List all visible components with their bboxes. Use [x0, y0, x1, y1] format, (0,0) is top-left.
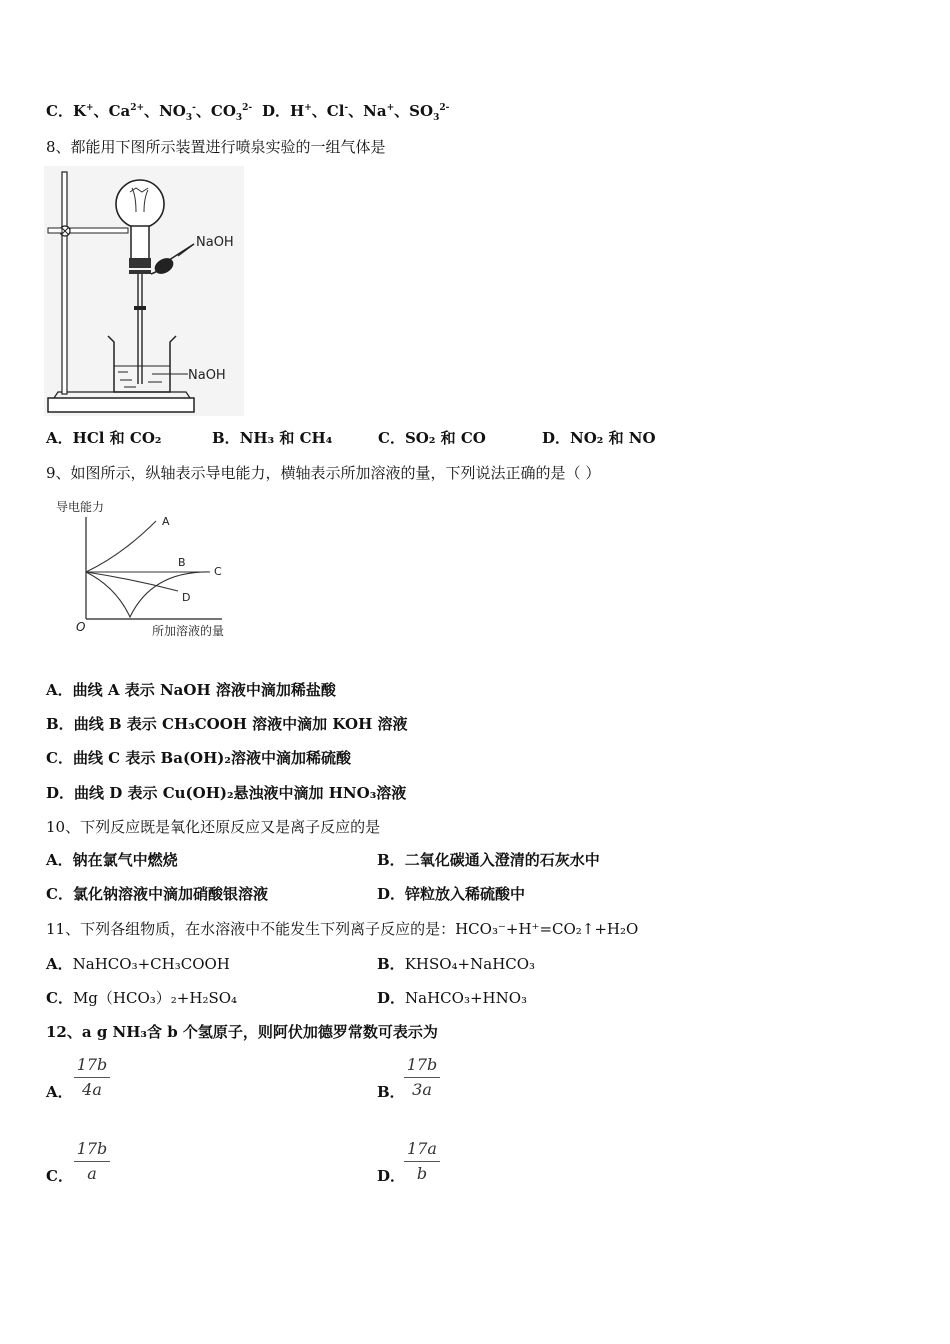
q7-d-ion: Na+	[363, 102, 395, 120]
q12-option-d-label: D．	[377, 1167, 406, 1185]
q11-option-a: A．NaHCO₃+CH₃COOH	[46, 955, 230, 973]
q7-c-ion: K+	[72, 102, 94, 120]
q7-option-c: C．K+、$Ca^{2+}$、$NO_3^-$、$CO_3^{2-}$	[46, 102, 253, 123]
q11-stem: 11、下列各组物质，在水溶液中不能发生下列离子反应的是：HCO₃⁻+H⁺=CO₂↑+H₂O	[46, 920, 639, 938]
q7-c-ion: $CO_3^{2-}$	[210, 102, 253, 123]
q9-option-a: A．曲线 A 表示 NaOH 溶液中滴加稀盐酸	[46, 681, 336, 699]
q12-option-a-fraction: 17b 4a	[74, 1054, 110, 1101]
q7-c-sep: 、	[93, 102, 109, 120]
q12-option-b-label: B．	[377, 1083, 405, 1101]
curve-a-label: A	[162, 515, 170, 528]
q12-option-b-fraction: 17b 3a	[404, 1054, 440, 1101]
beaker-naoh-label: NaOH	[188, 368, 226, 383]
q11-option-d: D．NaHCO₃+HNO₃	[377, 989, 528, 1007]
dropper-naoh-label: NaOH	[196, 235, 234, 250]
q8-option-a: A．HCl 和 CO₂	[46, 429, 162, 447]
q12-stem: 12、a g NH₃含 b 个氢原子，则阿伏加德罗常数可表示为	[46, 1023, 438, 1041]
q12-option-c-fraction: 17b a	[74, 1138, 110, 1185]
q8-option-d: D．NO₂ 和 NO	[542, 429, 656, 447]
q7-d-ion: $SO_3^{2-}$	[409, 102, 450, 123]
chart-origin: O	[76, 620, 86, 634]
q10-option-a: A．钠在氯气中燃烧	[46, 851, 178, 869]
q10-option-d: D．锌粒放入稀硫酸中	[377, 885, 526, 903]
q7-d-sep: 、	[348, 102, 364, 120]
q7-d-sep: 、	[394, 102, 410, 120]
curve-c-label: C	[214, 565, 222, 578]
q7-option-c-ions	[72, 102, 253, 123]
q7-c-sep: 、	[144, 102, 160, 120]
curve-c	[86, 572, 210, 617]
q10-option-b: B．二氧化碳通入澄清的石灰水中	[377, 851, 600, 869]
q8-stem: 8、都能用下图所示装置进行喷泉实验的一组气体是	[46, 138, 386, 156]
q7-c-ion: $Ca^{2+}$	[108, 102, 145, 120]
fountain-apparatus-figure	[44, 166, 244, 416]
q12-option-c-label: C．	[46, 1167, 73, 1185]
chart-ylabel: 导电能力	[56, 500, 105, 514]
q7-c-sep: 、	[195, 102, 211, 120]
q8-option-c: C．SO₂ 和 CO	[378, 429, 486, 447]
q10-stem: 10、下列反应既是氧化还原反应又是离子反应的是	[46, 818, 381, 836]
q7-d-ion: Cl-	[326, 102, 349, 120]
q11-option-c: C．Mg（HCO₃）₂+H₂SO₄	[46, 989, 238, 1007]
curve-b-label: B	[178, 556, 186, 569]
q11-option-b: B．KHSO₄+NaHCO₃	[377, 955, 536, 973]
q9-option-d: D．曲线 D 表示 Cu(OH)₂悬浊液中滴加 HNO₃溶液	[46, 784, 407, 802]
q9-stem: 9、如图所示，纵轴表示导电能力，横轴表示所加溶液的量，下列说法正确的是（ ）	[46, 464, 601, 482]
q7-option-d: D．H+、Cl-、Na+、$SO_3^{2-}$	[262, 102, 450, 123]
curve-d-label: D	[182, 591, 191, 604]
q12-option-d-fraction: 17a b	[404, 1138, 440, 1185]
q7-c-ion: $NO_3^-$	[159, 102, 196, 123]
q7-d-ion: H+	[290, 102, 312, 120]
q7-option-d-ions	[290, 102, 450, 123]
curve-a	[86, 521, 156, 572]
q10-option-c: C．氯化钠溶液中滴加硝酸银溶液	[46, 885, 268, 903]
q9-option-c: C．曲线 C 表示 Ba(OH)₂溶液中滴加稀硫酸	[46, 749, 351, 767]
q7-d-sep: 、	[311, 102, 327, 120]
chart-xlabel: 所加溶液的量	[152, 624, 225, 638]
q12-option-a-label: A．	[46, 1083, 73, 1101]
conductivity-chart	[52, 495, 252, 645]
q9-option-b: B．曲线 B 表示 CH₃COOH 溶液中滴加 KOH 溶液	[46, 715, 408, 733]
q8-option-b: B．NH₃ 和 CH₄	[212, 429, 333, 447]
